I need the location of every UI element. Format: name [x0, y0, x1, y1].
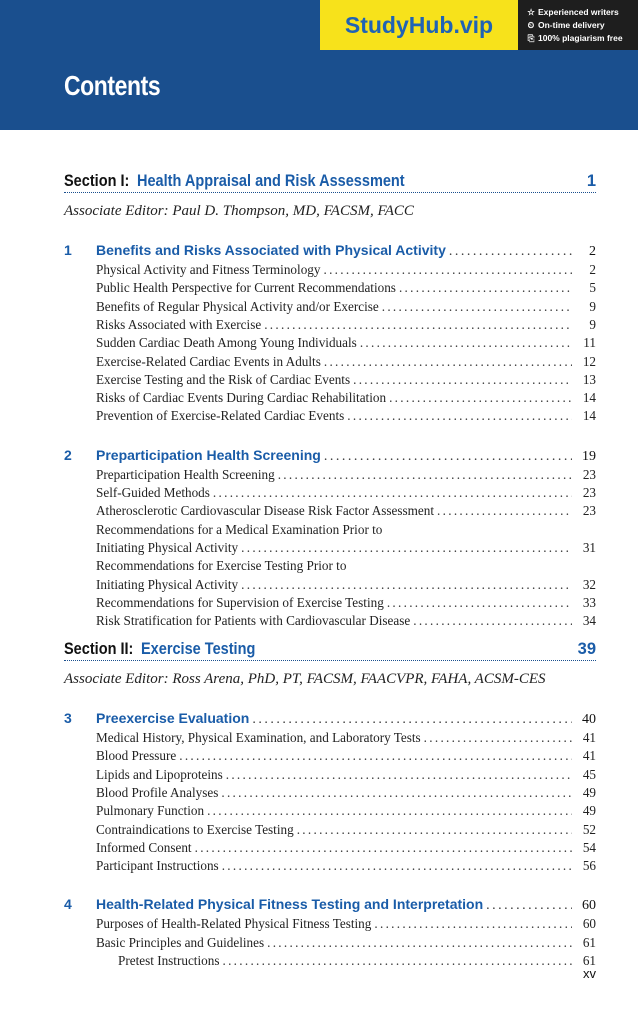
- entry-title: Initiating Physical Activity: [96, 539, 239, 555]
- dot-leader: [222, 953, 572, 969]
- dot-leader: [360, 335, 572, 351]
- entry-page: 49: [582, 803, 596, 819]
- ad-point-text: On-time delivery: [538, 20, 605, 30]
- section-title: Exercise Testing: [141, 640, 256, 658]
- toc-entry[interactable]: [96, 748, 596, 766]
- ad-point: [526, 6, 636, 19]
- entry-page: 5: [589, 280, 596, 296]
- entry-title: Sudden Cardiac Death Among Young Individuals: [96, 335, 357, 351]
- dot-leader: [241, 540, 572, 556]
- entry-title: Contraindications to Exercise Testing: [96, 821, 294, 837]
- toc-entry[interactable]: [96, 408, 596, 426]
- toc-entry[interactable]: [96, 767, 596, 785]
- entry-page: 14: [582, 408, 596, 424]
- entry-title: Basic Principles and Guidelines: [96, 934, 265, 950]
- toc-entry[interactable]: [96, 822, 596, 840]
- dot-leader: [437, 503, 572, 519]
- dot-leader: [424, 730, 572, 746]
- toc-entry[interactable]: [96, 317, 596, 335]
- entry-page: 32: [582, 576, 596, 592]
- dot-leader: [264, 317, 572, 333]
- toc-entry[interactable]: [118, 953, 596, 971]
- ad-point-text: 100% plagiarism free: [538, 33, 623, 43]
- dot-leader: [323, 262, 572, 278]
- toc-entry[interactable]: [96, 540, 596, 558]
- ad-point-text: Experienced writers: [538, 7, 619, 17]
- entry-page: 41: [582, 730, 596, 745]
- toc-entry[interactable]: [96, 916, 596, 934]
- dot-leader: [226, 767, 572, 783]
- associate-editor: Associate Editor: Ross Arena, PhD, PT, FACSM, FAACVPR, FAHA, ACSM-CES: [64, 671, 546, 687]
- entry-page: 34: [582, 613, 596, 629]
- section-title: Health Appraisal and Risk Assessment: [136, 172, 405, 190]
- ad-points: [526, 6, 636, 45]
- toc-entry[interactable]: [96, 262, 596, 280]
- entry-page: 12: [582, 353, 596, 369]
- dot-leader: [241, 577, 572, 593]
- star-icon: ☆: [527, 7, 535, 17]
- entry-page: 33: [582, 594, 596, 610]
- section-page: 39: [577, 640, 596, 658]
- toc-entry[interactable]: [96, 503, 596, 521]
- toc-entry[interactable]: [96, 354, 596, 372]
- chapter-title: Preexercise Evaluation: [96, 710, 250, 726]
- chapter-row[interactable]: [64, 242, 596, 260]
- entry-page: 31: [582, 539, 596, 555]
- dot-leader: [278, 467, 572, 483]
- toc-entry[interactable]: [96, 558, 596, 576]
- entry-title: Recommendations for a Medical Examination Prior to: [96, 521, 383, 537]
- section-label: Section II:: [64, 640, 138, 658]
- entry-page: 13: [582, 371, 596, 387]
- toc-entry[interactable]: [96, 730, 596, 748]
- copy-icon: ⎘: [527, 33, 535, 43]
- header-dotted-rule-2: [0, 129, 638, 130]
- entry-title: Lipids and Lipoproteins: [96, 766, 223, 782]
- entry-title: Prevention of Exercise-Related Cardiac Events: [96, 408, 345, 424]
- toc-entry[interactable]: [96, 840, 596, 858]
- section-page: 1: [586, 172, 596, 190]
- chapter-title: Benefits and Risks Associated with Physical Activity: [96, 242, 446, 258]
- dot-leader: [267, 935, 572, 951]
- chapter-page: 60: [582, 898, 596, 914]
- section-heading[interactable]: [64, 172, 596, 193]
- toc-entry[interactable]: [96, 785, 596, 803]
- ad-point: [526, 32, 636, 45]
- entry-page: 23: [582, 503, 596, 519]
- associate-editor: Associate Editor: Paul D. Thompson, MD, FACSM, FACC: [64, 203, 414, 219]
- chapter-title: Preparticipation Health Screening: [96, 446, 321, 463]
- entry-title: Self-Guided Methods: [96, 485, 210, 500]
- toc-entry[interactable]: [96, 335, 596, 353]
- entry-title: Blood Profile Analyses: [96, 784, 219, 800]
- chapter-page: 40: [582, 712, 596, 727]
- entry-title: Exercise Testing and the Risk of Cardiac Events: [96, 371, 351, 387]
- toc-entry[interactable]: [96, 595, 596, 613]
- chapter-row[interactable]: [64, 447, 596, 465]
- dot-leader: [221, 785, 572, 801]
- entry-page: 41: [582, 748, 596, 764]
- chapter-row[interactable]: [64, 896, 596, 914]
- entry-title: Risk Stratification for Patients with Cardiovascular Disease: [96, 613, 411, 629]
- page-number: xv: [583, 966, 596, 981]
- entry-page: 61: [582, 953, 596, 968]
- chapter-page: 2: [589, 244, 596, 259]
- entry-page: 11: [583, 335, 596, 351]
- chapter-number: 2: [64, 446, 72, 463]
- dot-leader: [387, 595, 572, 611]
- chapter-number: 1: [64, 242, 72, 258]
- dot-leader: [389, 390, 572, 406]
- dot-leader: [449, 244, 572, 260]
- toc-entry[interactable]: [96, 485, 596, 503]
- dot-leader: [195, 840, 572, 856]
- dot-leader: [324, 449, 572, 465]
- entry-page: 54: [582, 839, 596, 855]
- entry-title: Atherosclerotic Cardiovascular Disease Risk Factor Assessment: [96, 503, 435, 519]
- chapter-page: 19: [582, 448, 596, 464]
- section-label: Section I:: [64, 172, 134, 190]
- entry-title: Purposes of Health-Related Physical Fitness Testing: [96, 916, 372, 932]
- entry-title: Benefits of Regular Physical Activity and/or Exercise: [96, 298, 379, 314]
- entry-page: 14: [582, 390, 596, 406]
- chapter-number: 3: [64, 710, 72, 726]
- section-heading[interactable]: [64, 640, 596, 661]
- entry-page: 61: [582, 934, 596, 950]
- dot-leader: [179, 748, 572, 764]
- toc-entry[interactable]: [96, 803, 596, 821]
- entry-page: 9: [589, 298, 596, 314]
- toc-entry[interactable]: [96, 935, 596, 953]
- entry-title: Preparticipation Health Screening: [96, 466, 275, 482]
- entry-page: 23: [582, 485, 596, 500]
- entry-title: Pretest Instructions: [118, 953, 220, 968]
- entry-page: 2: [589, 262, 596, 277]
- dot-leader: [486, 898, 572, 914]
- dot-leader: [213, 485, 572, 501]
- toc-entry[interactable]: [96, 299, 596, 317]
- entry-page: 45: [582, 766, 596, 782]
- chapter-number: 4: [64, 896, 72, 913]
- page-title: Contents: [64, 70, 161, 101]
- chapter-title: Health-Related Physical Fitness Testing and Interpretation: [96, 896, 484, 913]
- entry-title: Participant Instructions: [96, 858, 219, 874]
- dot-leader: [324, 354, 572, 370]
- entry-title: Physical Activity and Fitness Terminology: [96, 262, 321, 277]
- toc-entry[interactable]: [96, 522, 596, 540]
- entry-title: Blood Pressure: [96, 748, 177, 764]
- toc-entry[interactable]: [96, 390, 596, 408]
- entry-title: Risks Associated with Exercise: [96, 316, 262, 332]
- entry-title: Medical History, Physical Examination, and Laboratory Tests: [96, 730, 421, 745]
- toc-entry[interactable]: [96, 280, 596, 298]
- entry-title: Exercise-Related Cardiac Events in Adults: [96, 353, 321, 369]
- entry-title: Pulmonary Function: [96, 803, 205, 819]
- entry-title: Informed Consent: [96, 839, 192, 855]
- dot-leader: [207, 803, 572, 819]
- dot-leader: [399, 280, 572, 296]
- toc-entry[interactable]: [96, 372, 596, 390]
- toc-entry[interactable]: [96, 858, 596, 876]
- clock-icon: ⏲: [527, 20, 535, 30]
- entry-page: 56: [582, 858, 596, 874]
- entry-title: Public Health Perspective for Current Recommendations: [96, 280, 396, 296]
- entry-page: 9: [589, 316, 596, 332]
- entry-page: 49: [582, 784, 596, 800]
- toc-entry[interactable]: [96, 467, 596, 485]
- ad-point: [526, 19, 636, 32]
- dot-leader: [374, 916, 572, 932]
- dot-leader: [297, 822, 572, 838]
- dot-leader: [353, 372, 572, 388]
- entry-title: Recommendations for Supervision of Exercise Testing: [96, 594, 384, 610]
- entry-title: Risks of Cardiac Events During Cardiac Rehabilitation: [96, 390, 387, 406]
- entry-page: 23: [582, 466, 596, 482]
- entry-title: Recommendations for Exercise Testing Prior to: [96, 558, 347, 574]
- entry-page: 60: [582, 916, 596, 932]
- ad-logo[interactable]: StudyHub.vip: [320, 0, 518, 50]
- toc-entry[interactable]: [96, 613, 596, 631]
- entry-page: 52: [582, 821, 596, 837]
- dot-leader: [347, 408, 572, 424]
- header-dotted-rule: [0, 126, 638, 128]
- dot-leader: [222, 858, 572, 874]
- toc-entry[interactable]: [96, 577, 596, 595]
- dot-leader: [382, 299, 572, 315]
- dot-leader: [413, 613, 572, 629]
- entry-title: Initiating Physical Activity: [96, 576, 239, 592]
- chapter-row[interactable]: [64, 710, 596, 728]
- dot-leader: [252, 712, 572, 728]
